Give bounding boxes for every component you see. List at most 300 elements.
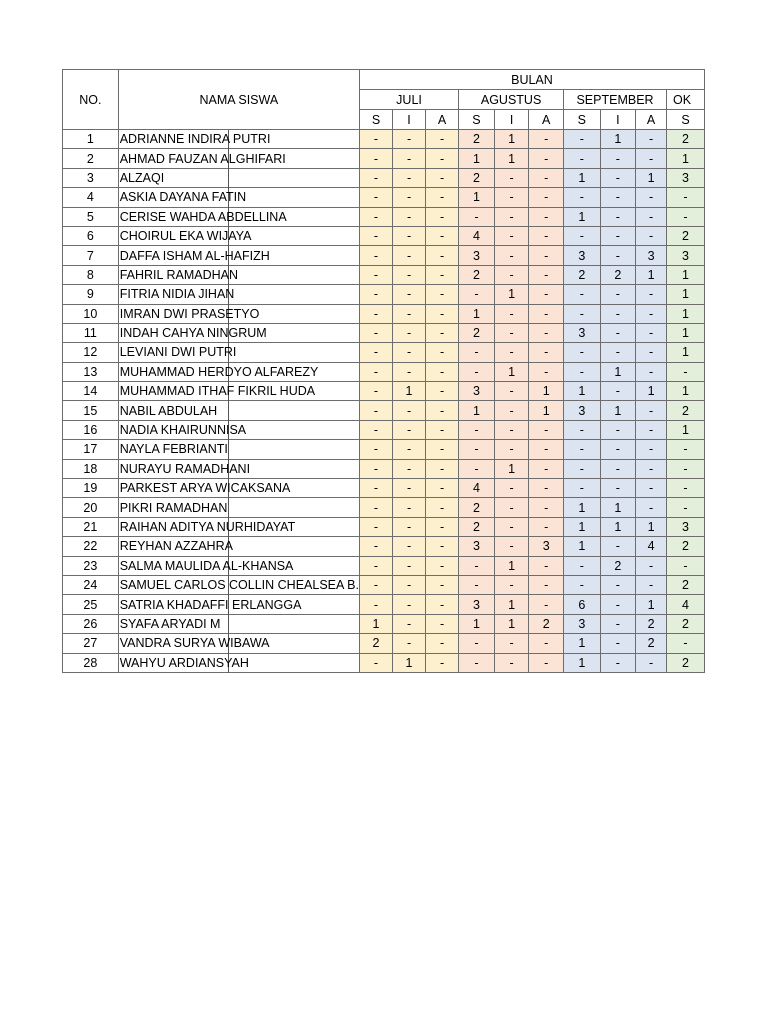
attendance-cell: -: [529, 149, 564, 168]
attendance-cell: -: [426, 653, 459, 672]
table-row: [63, 265, 705, 284]
attendance-cell: -: [393, 323, 426, 342]
row-number: 10: [63, 304, 119, 323]
attendance-cell: -: [667, 556, 705, 575]
attendance-cell: -: [494, 343, 529, 362]
student-name: MUHAMMAD HERDYO ALFAREZY: [119, 364, 319, 379]
attendance-cell: 1: [393, 653, 426, 672]
attendance-cell: -: [600, 207, 636, 226]
row-number: 8: [63, 265, 119, 284]
attendance-cell: -: [636, 285, 667, 304]
attendance-cell: -: [636, 149, 667, 168]
attendance-cell: 3: [459, 246, 495, 265]
attendance-cell: -: [564, 362, 601, 381]
table-row: [63, 188, 705, 207]
attendance-cell: -: [667, 207, 705, 226]
attendance-cell: 1: [494, 595, 529, 614]
table-row: [63, 246, 705, 265]
attendance-cell: -: [600, 188, 636, 207]
attendance-cell: 1: [494, 614, 529, 633]
student-name: NURAYU RAMADHANI: [119, 461, 251, 476]
attendance-cell: -: [494, 401, 529, 420]
attendance-cell: -: [494, 168, 529, 187]
attendance-cell: -: [426, 440, 459, 459]
student-name: CHOIRUL EKA WIJAYA: [119, 229, 252, 244]
row-number: 7: [63, 246, 119, 265]
student-name: REYHAN AZZAHRA: [119, 539, 233, 554]
table-row: [63, 420, 705, 439]
attendance-cell: -: [393, 343, 426, 362]
attendance-cell: -: [359, 575, 392, 594]
attendance-cell: 1: [494, 459, 529, 478]
attendance-cell: 3: [667, 517, 705, 536]
student-name: WAHYU ARDIANSYAH: [119, 655, 249, 670]
student-name: PARKEST ARYA WICAKSANA: [119, 481, 291, 496]
attendance-cell: 6: [564, 595, 601, 614]
attendance-cell: 1: [667, 285, 705, 304]
attendance-cell: 1: [564, 382, 601, 401]
table-row: [63, 401, 705, 420]
student-name-cell: [118, 653, 359, 672]
attendance-cell: -: [359, 323, 392, 342]
attendance-cell: 1: [564, 207, 601, 226]
attendance-cell: 1: [600, 130, 636, 149]
attendance-cell: -: [600, 634, 636, 653]
attendance-cell: -: [359, 130, 392, 149]
table-row: [63, 323, 705, 342]
student-name-cell: [118, 304, 359, 323]
attendance-cell: -: [600, 226, 636, 245]
attendance-cell: -: [494, 440, 529, 459]
row-number: 24: [63, 575, 119, 594]
attendance-cell: 1: [459, 304, 495, 323]
attendance-cell: -: [393, 246, 426, 265]
attendance-cell: -: [636, 323, 667, 342]
student-name-cell: [118, 420, 359, 439]
attendance-cell: -: [359, 498, 392, 517]
header-sub-i: I: [494, 110, 529, 130]
attendance-cell: -: [529, 226, 564, 245]
attendance-cell: -: [393, 362, 426, 381]
attendance-cell: -: [426, 323, 459, 342]
attendance-cell: -: [459, 459, 495, 478]
attendance-cell: -: [529, 556, 564, 575]
attendance-cell: 1: [564, 498, 601, 517]
attendance-cell: -: [426, 362, 459, 381]
attendance-cell: -: [564, 575, 601, 594]
attendance-cell: 4: [667, 595, 705, 614]
attendance-cell: -: [426, 614, 459, 633]
header-month-juli: JULI: [359, 90, 458, 110]
attendance-cell: -: [359, 653, 392, 672]
attendance-cell: -: [393, 265, 426, 284]
row-number: 20: [63, 498, 119, 517]
attendance-cell: -: [359, 343, 392, 362]
attendance-cell: 1: [600, 517, 636, 536]
attendance-cell: -: [636, 653, 667, 672]
student-name: SAMUEL CARLOS COLLIN CHEALSEA B.: [119, 578, 359, 593]
student-name-cell: [118, 614, 359, 633]
row-number: 3: [63, 168, 119, 187]
student-name-cell: [118, 595, 359, 614]
attendance-cell: -: [393, 304, 426, 323]
student-name: VANDRA SURYA WIBAWA: [119, 636, 270, 651]
attendance-cell: -: [393, 556, 426, 575]
attendance-cell: 1: [494, 149, 529, 168]
attendance-cell: -: [359, 479, 392, 498]
attendance-cell: -: [426, 168, 459, 187]
table-row: [63, 149, 705, 168]
attendance-cell: -: [494, 188, 529, 207]
attendance-cell: -: [636, 207, 667, 226]
student-name-cell: [118, 362, 359, 381]
attendance-cell: 2: [667, 653, 705, 672]
attendance-cell: -: [459, 285, 495, 304]
attendance-cell: -: [426, 246, 459, 265]
attendance-cell: -: [494, 575, 529, 594]
student-name-cell: [118, 459, 359, 478]
attendance-cell: -: [359, 304, 392, 323]
table-row: [63, 343, 705, 362]
attendance-cell: -: [600, 323, 636, 342]
attendance-cell: 1: [564, 537, 601, 556]
header-month-september: SEPTEMBER: [564, 90, 667, 110]
attendance-cell: -: [529, 575, 564, 594]
attendance-cell: -: [529, 246, 564, 265]
attendance-cell: 1: [667, 323, 705, 342]
attendance-cell: -: [667, 479, 705, 498]
header-nama-siswa: NAMA SISWA: [118, 70, 359, 130]
attendance-cell: -: [393, 537, 426, 556]
attendance-cell: 3: [564, 323, 601, 342]
header-sub-s: S: [459, 110, 495, 130]
attendance-cell: -: [636, 130, 667, 149]
attendance-cell: -: [636, 440, 667, 459]
table-row: [63, 304, 705, 323]
attendance-cell: -: [359, 440, 392, 459]
student-name-cell: [118, 168, 359, 187]
student-name-cell: [118, 323, 359, 342]
student-name: NABIL ABDULAH: [119, 403, 218, 418]
attendance-cell: -: [359, 382, 392, 401]
attendance-cell: 1: [600, 498, 636, 517]
attendance-cell: -: [494, 246, 529, 265]
attendance-cell: -: [393, 440, 426, 459]
attendance-cell: -: [529, 459, 564, 478]
row-number: 15: [63, 401, 119, 420]
row-number: 18: [63, 459, 119, 478]
attendance-cell: -: [459, 343, 495, 362]
row-number: 28: [63, 653, 119, 672]
attendance-cell: 2: [459, 323, 495, 342]
student-name-cell: [118, 207, 359, 226]
table-row: [63, 362, 705, 381]
attendance-cell: -: [393, 595, 426, 614]
table-row: [63, 459, 705, 478]
attendance-cell: 2: [667, 401, 705, 420]
attendance-cell: -: [529, 440, 564, 459]
attendance-cell: -: [359, 459, 392, 478]
student-name: FITRIA NIDIA JIHAN: [119, 287, 235, 302]
attendance-cell: -: [494, 498, 529, 517]
attendance-cell: 2: [564, 265, 601, 284]
attendance-cell: -: [359, 226, 392, 245]
student-name: PIKRI RAMADHAN: [119, 500, 228, 515]
header-no: NO.: [63, 70, 119, 130]
attendance-cell: -: [494, 479, 529, 498]
attendance-cell: -: [667, 459, 705, 478]
attendance-cell: -: [529, 595, 564, 614]
attendance-cell: -: [426, 265, 459, 284]
attendance-cell: -: [600, 575, 636, 594]
student-name-cell: [118, 226, 359, 245]
attendance-cell: 1: [667, 420, 705, 439]
attendance-cell: -: [393, 634, 426, 653]
column-guide-line: [228, 169, 229, 188]
student-name: FAHRIL RAMADHAN: [119, 267, 239, 282]
attendance-cell: 2: [667, 226, 705, 245]
attendance-cell: -: [393, 459, 426, 478]
attendance-cell: -: [667, 440, 705, 459]
header-sub-a: A: [529, 110, 564, 130]
attendance-cell: 1: [494, 130, 529, 149]
attendance-cell: -: [426, 517, 459, 536]
student-name: IMRAN DWI PRASETYO: [119, 306, 260, 321]
attendance-cell: -: [564, 149, 601, 168]
table-row: [63, 479, 705, 498]
table-row: [63, 226, 705, 245]
attendance-cell: -: [636, 401, 667, 420]
attendance-cell: 2: [667, 614, 705, 633]
attendance-cell: 2: [459, 168, 495, 187]
attendance-cell: -: [600, 537, 636, 556]
student-name: INDAH CAHYA NINGRUM: [119, 326, 267, 341]
table-row: [63, 130, 705, 149]
header-sub-s: S: [667, 110, 705, 130]
student-name-cell: [118, 498, 359, 517]
attendance-cell: -: [494, 634, 529, 653]
attendance-cell: -: [494, 207, 529, 226]
header-month-oktober: OK: [667, 90, 705, 110]
attendance-cell: -: [600, 168, 636, 187]
attendance-cell: -: [494, 653, 529, 672]
table-row: [63, 498, 705, 517]
attendance-cell: -: [359, 517, 392, 536]
attendance-cell: -: [393, 517, 426, 536]
attendance-cell: -: [564, 556, 601, 575]
student-name: RAIHAN ADITYA NURHIDAYAT: [119, 520, 296, 534]
header-sub-s: S: [564, 110, 601, 130]
attendance-cell: 1: [564, 168, 601, 187]
student-name-cell: [118, 537, 359, 556]
attendance-cell: -: [529, 479, 564, 498]
attendance-cell: 2: [600, 265, 636, 284]
attendance-cell: 2: [459, 130, 495, 149]
attendance-cell: 3: [564, 246, 601, 265]
attendance-cell: 2: [667, 575, 705, 594]
attendance-cell: 3: [564, 614, 601, 633]
attendance-cell: 1: [636, 595, 667, 614]
attendance-cell: -: [636, 498, 667, 517]
row-number: 4: [63, 188, 119, 207]
attendance-cell: -: [459, 575, 495, 594]
attendance-cell: 1: [494, 556, 529, 575]
student-rows: [63, 130, 705, 673]
attendance-cell: -: [564, 285, 601, 304]
attendance-cell: 2: [667, 537, 705, 556]
attendance-cell: -: [494, 323, 529, 342]
attendance-cell: 2: [636, 614, 667, 633]
attendance-cell: -: [426, 498, 459, 517]
attendance-cell: -: [359, 401, 392, 420]
attendance-cell: -: [459, 207, 495, 226]
attendance-cell: 1: [636, 265, 667, 284]
student-name: CERISE WAHDA ABDELLINA: [119, 209, 287, 224]
header-sub-s: S: [359, 110, 392, 130]
attendance-cell: -: [600, 614, 636, 633]
attendance-cell: -: [359, 537, 392, 556]
row-number: 27: [63, 634, 119, 653]
attendance-cell: -: [426, 401, 459, 420]
row-number: 2: [63, 149, 119, 168]
attendance-cell: -: [529, 498, 564, 517]
attendance-cell: -: [636, 304, 667, 323]
attendance-cell: -: [459, 440, 495, 459]
student-name-cell: [118, 265, 359, 284]
row-number: 25: [63, 595, 119, 614]
attendance-cell: 1: [494, 285, 529, 304]
attendance-cell: 1: [636, 168, 667, 187]
attendance-cell: -: [426, 343, 459, 362]
attendance-cell: 2: [636, 634, 667, 653]
attendance-cell: 1: [667, 304, 705, 323]
attendance-cell: -: [636, 459, 667, 478]
attendance-cell: 2: [529, 614, 564, 633]
attendance-table: [62, 69, 705, 673]
attendance-cell: -: [529, 188, 564, 207]
attendance-cell: 1: [359, 614, 392, 633]
attendance-cell: 1: [564, 634, 601, 653]
row-number: 23: [63, 556, 119, 575]
attendance-cell: -: [426, 634, 459, 653]
attendance-cell: -: [426, 226, 459, 245]
row-number: 17: [63, 440, 119, 459]
student-name-cell: [118, 634, 359, 653]
attendance-cell: -: [636, 556, 667, 575]
student-name-cell: [118, 382, 359, 401]
attendance-cell: -: [600, 343, 636, 362]
student-name-cell: [118, 517, 359, 536]
student-name-cell: [118, 440, 359, 459]
attendance-cell: 4: [636, 537, 667, 556]
attendance-cell: -: [426, 595, 459, 614]
table-row: [63, 614, 705, 633]
attendance-cell: 3: [636, 246, 667, 265]
attendance-cell: -: [359, 246, 392, 265]
table-row: [63, 653, 705, 672]
attendance-cell: -: [564, 130, 601, 149]
attendance-cell: 1: [393, 382, 426, 401]
attendance-cell: 3: [459, 382, 495, 401]
attendance-cell: -: [600, 304, 636, 323]
row-number: 26: [63, 614, 119, 633]
attendance-cell: -: [426, 382, 459, 401]
row-number: 13: [63, 362, 119, 381]
attendance-cell: -: [529, 285, 564, 304]
attendance-cell: -: [393, 130, 426, 149]
table-row: [63, 556, 705, 575]
attendance-cell: -: [529, 343, 564, 362]
attendance-cell: -: [426, 420, 459, 439]
attendance-cell: -: [426, 304, 459, 323]
row-number: 9: [63, 285, 119, 304]
attendance-cell: -: [426, 575, 459, 594]
student-name-cell: [118, 246, 359, 265]
table-row: [63, 537, 705, 556]
attendance-cell: -: [359, 362, 392, 381]
student-name: SATRIA KHADAFFI ERLANGGA: [119, 597, 302, 612]
attendance-cell: 2: [459, 265, 495, 284]
attendance-cell: -: [359, 207, 392, 226]
attendance-cell: -: [564, 479, 601, 498]
student-name-cell: [118, 285, 359, 304]
student-name: DAFFA ISHAM AL-HAFIZH: [119, 248, 270, 263]
attendance-cell: -: [393, 149, 426, 168]
attendance-cell: -: [359, 595, 392, 614]
student-name-cell: [118, 149, 359, 168]
row-number: 21: [63, 517, 119, 536]
attendance-cell: -: [564, 188, 601, 207]
attendance-cell: 4: [459, 226, 495, 245]
attendance-cell: 1: [564, 517, 601, 536]
attendance-cell: 1: [600, 362, 636, 381]
attendance-cell: 3: [529, 537, 564, 556]
student-name: LEVIANI DWI PUTRI: [119, 345, 237, 360]
attendance-cell: -: [494, 517, 529, 536]
student-name: NAYLA FEBRIANTI: [119, 442, 228, 457]
table-row: [63, 575, 705, 594]
attendance-cell: -: [426, 130, 459, 149]
attendance-cell: -: [393, 207, 426, 226]
attendance-cell: 3: [459, 595, 495, 614]
attendance-cell: -: [636, 226, 667, 245]
attendance-cell: -: [359, 188, 392, 207]
row-number: 22: [63, 537, 119, 556]
attendance-cell: -: [600, 420, 636, 439]
attendance-cell: -: [636, 362, 667, 381]
table-row: [63, 382, 705, 401]
table-row: [63, 517, 705, 536]
student-name: MUHAMMAD ITHAF FIKRIL HUDA: [119, 384, 316, 399]
attendance-cell: -: [426, 207, 459, 226]
header-sub-i: I: [393, 110, 426, 130]
attendance-cell: -: [636, 575, 667, 594]
row-number: 1: [63, 130, 119, 149]
attendance-cell: -: [426, 537, 459, 556]
student-name: ALZAQI: [119, 170, 165, 185]
attendance-cell: 3: [564, 401, 601, 420]
attendance-cell: 3: [667, 168, 705, 187]
table-row: [63, 207, 705, 226]
attendance-cell: -: [359, 149, 392, 168]
attendance-cell: -: [393, 285, 426, 304]
attendance-cell: 2: [600, 556, 636, 575]
attendance-cell: 1: [564, 653, 601, 672]
attendance-cell: 1: [636, 517, 667, 536]
attendance-cell: -: [636, 188, 667, 207]
attendance-cell: -: [494, 226, 529, 245]
attendance-cell: -: [529, 323, 564, 342]
